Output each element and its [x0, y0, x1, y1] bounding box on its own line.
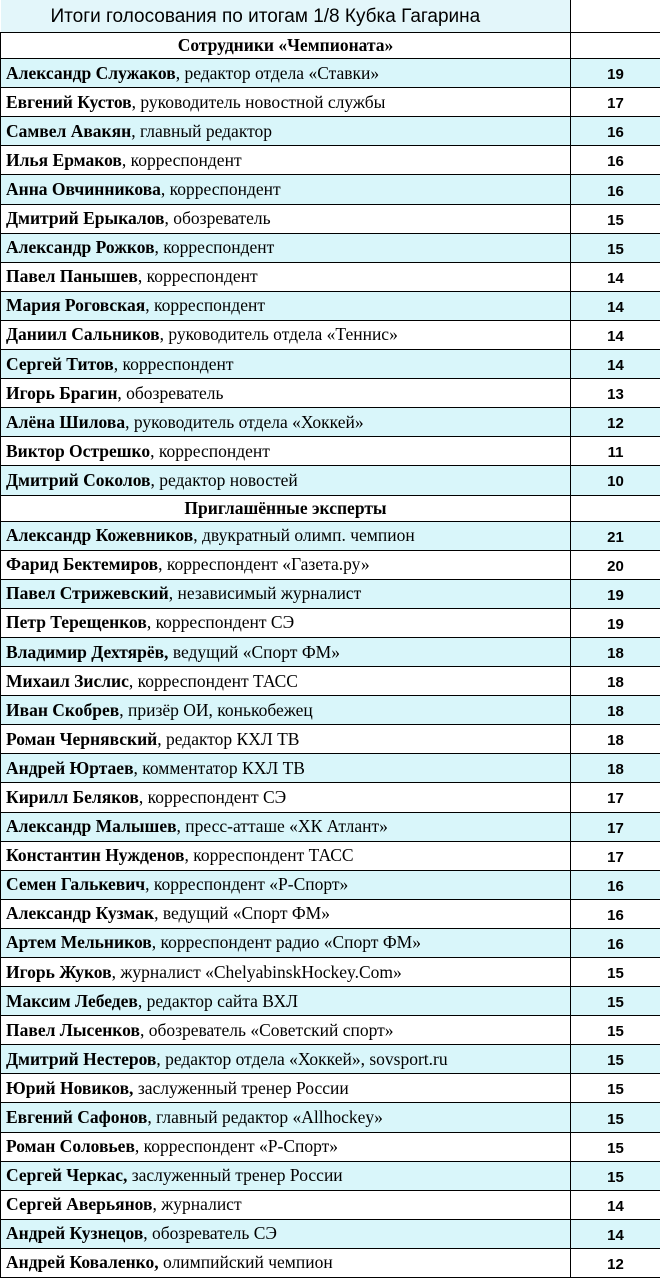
title-row — [1, 0, 660, 33]
person-name: Павел Панышев — [6, 266, 138, 286]
person-cell — [1, 1190, 571, 1219]
table-body — [1, 0, 660, 1278]
table-row — [1, 899, 660, 928]
vote-score: 17 — [571, 812, 660, 841]
table-row — [1, 379, 660, 408]
table-row — [1, 1219, 660, 1248]
person-name: Дмитрий Ерыкалов — [6, 208, 165, 228]
person-name: Анна Овчинникова — [6, 179, 161, 199]
table-row — [1, 1016, 660, 1045]
person-role: ведущий «Спорт ФМ» — [168, 642, 340, 662]
table-row — [1, 59, 660, 88]
section-header-row — [1, 495, 660, 521]
person-cell — [1, 466, 571, 495]
table-row — [1, 958, 660, 987]
person-role: , корреспондент — [122, 150, 242, 170]
person-name: Игорь Жуков — [6, 962, 112, 982]
person-cell — [1, 550, 571, 579]
person-name: Мария Роговская — [6, 295, 145, 315]
person-cell — [1, 1219, 571, 1248]
table-row — [1, 1161, 660, 1190]
table-row — [1, 466, 660, 495]
table-row — [1, 1248, 660, 1277]
person-name: Александр Кузмак — [6, 903, 154, 923]
person-name: Андрей Кузнецов — [6, 1223, 143, 1243]
person-role: заслуженный тренер России — [133, 1078, 348, 1098]
person-role: , корреспондент — [155, 237, 275, 257]
person-cell — [1, 667, 571, 696]
person-name: Семен Галькевич — [6, 874, 145, 894]
person-cell — [1, 1103, 571, 1132]
person-name: Игорь Брагин — [6, 383, 117, 403]
vote-score: 18 — [571, 725, 660, 754]
table-row — [1, 696, 660, 725]
table-row — [1, 291, 660, 320]
person-role: , руководитель новостной службы — [132, 92, 386, 112]
person-cell — [1, 88, 571, 117]
person-name: Роман Соловьев — [6, 1136, 135, 1156]
person-name: Даниил Сальников — [6, 324, 160, 344]
vote-score: 15 — [571, 1161, 660, 1190]
table-row — [1, 637, 660, 666]
vote-score: 15 — [571, 233, 660, 262]
person-role: , комментатор КХЛ ТВ — [134, 758, 305, 778]
section-heading: Сотрудники «Чемпионата» — [1, 33, 571, 59]
table-row — [1, 1132, 660, 1161]
table-row — [1, 841, 660, 870]
person-role: , корреспондент «Р-Спорт» — [135, 1136, 338, 1156]
person-cell — [1, 233, 571, 262]
person-cell — [1, 437, 571, 466]
table-row — [1, 928, 660, 957]
person-cell — [1, 1045, 571, 1074]
person-cell — [1, 521, 571, 550]
table-row — [1, 870, 660, 899]
section-heading-empty-cell — [571, 33, 660, 59]
person-role: , корреспондент — [138, 266, 258, 286]
table-row — [1, 175, 660, 204]
vote-score: 10 — [571, 466, 660, 495]
person-role: , редактор отдела «Хоккей», sovsport.ru — [156, 1049, 447, 1069]
table-row — [1, 521, 660, 550]
person-role: , корреспондент СЭ — [139, 787, 286, 807]
person-cell — [1, 320, 571, 349]
person-cell — [1, 637, 571, 666]
section-heading-empty-cell — [571, 495, 660, 521]
table-row — [1, 754, 660, 783]
vote-score: 20 — [571, 550, 660, 579]
vote-score: 14 — [571, 262, 660, 291]
person-cell — [1, 579, 571, 608]
person-role: , руководитель отдела «Теннис» — [160, 324, 398, 344]
person-role: , корреспондент — [161, 179, 281, 199]
person-role: , редактор КХЛ ТВ — [157, 729, 299, 749]
person-name: Кирилл Беляков — [6, 787, 139, 807]
vote-score: 16 — [571, 870, 660, 899]
table-row — [1, 1074, 660, 1103]
person-role: , независимый журналист — [169, 583, 362, 603]
person-role: , обозреватель — [117, 383, 223, 403]
person-name: Илья Ермаков — [6, 150, 122, 170]
vote-score: 19 — [571, 579, 660, 608]
table-row — [1, 408, 660, 437]
table-row — [1, 204, 660, 233]
person-cell — [1, 958, 571, 987]
vote-score: 12 — [571, 408, 660, 437]
person-role: , призёр ОИ, конькобежец — [119, 700, 313, 720]
person-name: Фарид Бектемиров — [6, 554, 158, 574]
vote-score: 19 — [571, 608, 660, 637]
table-row — [1, 88, 660, 117]
person-cell — [1, 175, 571, 204]
person-role: , журналист — [152, 1194, 241, 1214]
person-cell — [1, 204, 571, 233]
person-name: Михаил Зислис — [6, 671, 129, 691]
person-name: Сергей Титов — [6, 354, 114, 374]
person-cell — [1, 379, 571, 408]
person-role: , корреспондент — [145, 295, 265, 315]
table-row — [1, 783, 660, 812]
person-name: Дмитрий Соколов — [6, 470, 150, 490]
vote-score: 14 — [571, 350, 660, 379]
person-cell — [1, 812, 571, 841]
vote-score: 16 — [571, 175, 660, 204]
person-role: , двукратный олимп. чемпион — [193, 525, 414, 545]
person-name: Виктор Острешко — [6, 441, 150, 461]
person-role: , корреспондент — [150, 441, 270, 461]
person-role: , корреспондент ТАСС — [129, 671, 298, 691]
vote-score: 16 — [571, 899, 660, 928]
person-name: Владимир Дехтярёв, — [6, 642, 168, 662]
person-name: Александр Рожков — [6, 237, 155, 257]
person-role: , корреспондент СЭ — [147, 612, 294, 632]
person-cell — [1, 725, 571, 754]
person-role: олимпийский чемпион — [159, 1252, 333, 1272]
person-name: Павел Стрижевский — [6, 583, 169, 603]
page-title: Итоги голосования по итогам 1/8 Кубка Гагарина — [1, 0, 571, 33]
person-name: Роман Чернявский — [6, 729, 157, 749]
person-role: , редактор сайта ВХЛ — [138, 991, 298, 1011]
table-row — [1, 608, 660, 637]
vote-score: 19 — [571, 59, 660, 88]
table-row — [1, 579, 660, 608]
vote-score: 15 — [571, 1016, 660, 1045]
person-cell — [1, 987, 571, 1016]
person-name: Самвел Авакян — [6, 121, 131, 141]
table-row — [1, 550, 660, 579]
vote-score: 13 — [571, 379, 660, 408]
person-role: , обозреватель — [165, 208, 271, 228]
section-header-row — [1, 33, 660, 59]
person-name: Павел Лысенков — [6, 1020, 140, 1040]
vote-score: 15 — [571, 1103, 660, 1132]
person-name: Петр Терещенков — [6, 612, 147, 632]
person-name: Александр Служаков — [6, 63, 176, 83]
vote-score: 12 — [571, 1248, 660, 1277]
title-empty-cell — [571, 0, 660, 33]
person-role: , корреспондент «Газета.ру» — [158, 554, 369, 574]
person-cell — [1, 262, 571, 291]
person-role: , обозреватель СЭ — [143, 1223, 277, 1243]
person-cell — [1, 696, 571, 725]
person-name: Андрей Коваленко, — [6, 1252, 159, 1272]
vote-score: 15 — [571, 204, 660, 233]
person-name: Алёна Шилова — [6, 412, 125, 432]
table-row — [1, 667, 660, 696]
vote-score: 15 — [571, 1132, 660, 1161]
vote-score: 17 — [571, 88, 660, 117]
person-role: , корреспондент радио «Спорт ФМ» — [152, 932, 421, 952]
vote-score: 14 — [571, 320, 660, 349]
person-name: Евгений Сафонов — [6, 1107, 147, 1127]
vote-score: 18 — [571, 754, 660, 783]
vote-score: 16 — [571, 146, 660, 175]
person-name: Сергей Аверьянов — [6, 1194, 152, 1214]
person-cell — [1, 754, 571, 783]
person-cell — [1, 899, 571, 928]
table-row — [1, 987, 660, 1016]
person-name: Константин Нужденов — [6, 845, 185, 865]
person-cell — [1, 870, 571, 899]
vote-score: 18 — [571, 696, 660, 725]
person-cell — [1, 841, 571, 870]
person-role: , корреспондент ТАСС — [185, 845, 354, 865]
person-cell — [1, 1016, 571, 1045]
person-name: Артем Мельников — [6, 932, 152, 952]
person-cell — [1, 1161, 571, 1190]
person-name: Дмитрий Нестеров — [6, 1049, 156, 1069]
vote-score: 15 — [571, 958, 660, 987]
person-role: , главный редактор «Allhockey» — [147, 1107, 383, 1127]
table-row — [1, 1190, 660, 1219]
person-name: Евгений Кустов — [6, 92, 132, 112]
vote-score: 21 — [571, 521, 660, 550]
vote-score: 15 — [571, 1045, 660, 1074]
table-row — [1, 262, 660, 291]
section-heading: Приглашённые эксперты — [1, 495, 571, 521]
vote-score: 16 — [571, 117, 660, 146]
table-row — [1, 1103, 660, 1132]
person-role: , обозреватель «Советский спорт» — [140, 1020, 394, 1040]
person-cell — [1, 608, 571, 637]
person-role: , корреспондент — [114, 354, 234, 374]
person-role: , редактор отдела «Ставки» — [176, 63, 379, 83]
table-row — [1, 350, 660, 379]
vote-score: 15 — [571, 987, 660, 1016]
person-role: , ведущий «Спорт ФМ» — [154, 903, 330, 923]
person-cell — [1, 350, 571, 379]
person-role: , пресс-атташе «ХК Атлант» — [177, 816, 388, 836]
person-cell — [1, 117, 571, 146]
table-row — [1, 233, 660, 262]
person-name: Александр Малышев — [6, 816, 177, 836]
person-name: Иван Скобрев — [6, 700, 119, 720]
vote-score: 17 — [571, 783, 660, 812]
person-cell — [1, 1074, 571, 1103]
table-row — [1, 117, 660, 146]
person-role: заслуженный тренер России — [127, 1165, 342, 1185]
person-cell — [1, 291, 571, 320]
person-name: Александр Кожевников — [6, 525, 193, 545]
person-role: , руководитель отдела «Хоккей» — [125, 412, 364, 432]
vote-score: 14 — [571, 291, 660, 320]
person-cell — [1, 146, 571, 175]
vote-score: 11 — [571, 437, 660, 466]
person-cell — [1, 783, 571, 812]
table-row — [1, 146, 660, 175]
person-cell — [1, 408, 571, 437]
person-role: , корреспондент «Р-Спорт» — [145, 874, 348, 894]
person-cell — [1, 928, 571, 957]
vote-score: 15 — [571, 1074, 660, 1103]
person-cell — [1, 1248, 571, 1277]
person-name: Сергей Черкас, — [6, 1165, 127, 1185]
person-cell — [1, 59, 571, 88]
vote-score: 14 — [571, 1219, 660, 1248]
table-row — [1, 320, 660, 349]
table-row — [1, 725, 660, 754]
person-role: , главный редактор — [131, 121, 272, 141]
table-row — [1, 437, 660, 466]
vote-score: 18 — [571, 637, 660, 666]
vote-score: 17 — [571, 841, 660, 870]
person-name: Андрей Юртаев — [6, 758, 134, 778]
table-row — [1, 1045, 660, 1074]
vote-score: 14 — [571, 1190, 660, 1219]
vote-score: 18 — [571, 667, 660, 696]
vote-score: 16 — [571, 928, 660, 957]
person-name: Юрий Новиков, — [6, 1078, 133, 1098]
person-role: , редактор новостей — [150, 470, 297, 490]
table-row — [1, 812, 660, 841]
person-role: , журналист «ChelyabinskHockey.Com» — [112, 962, 402, 982]
person-cell — [1, 1132, 571, 1161]
person-name: Максим Лебедев — [6, 991, 138, 1011]
